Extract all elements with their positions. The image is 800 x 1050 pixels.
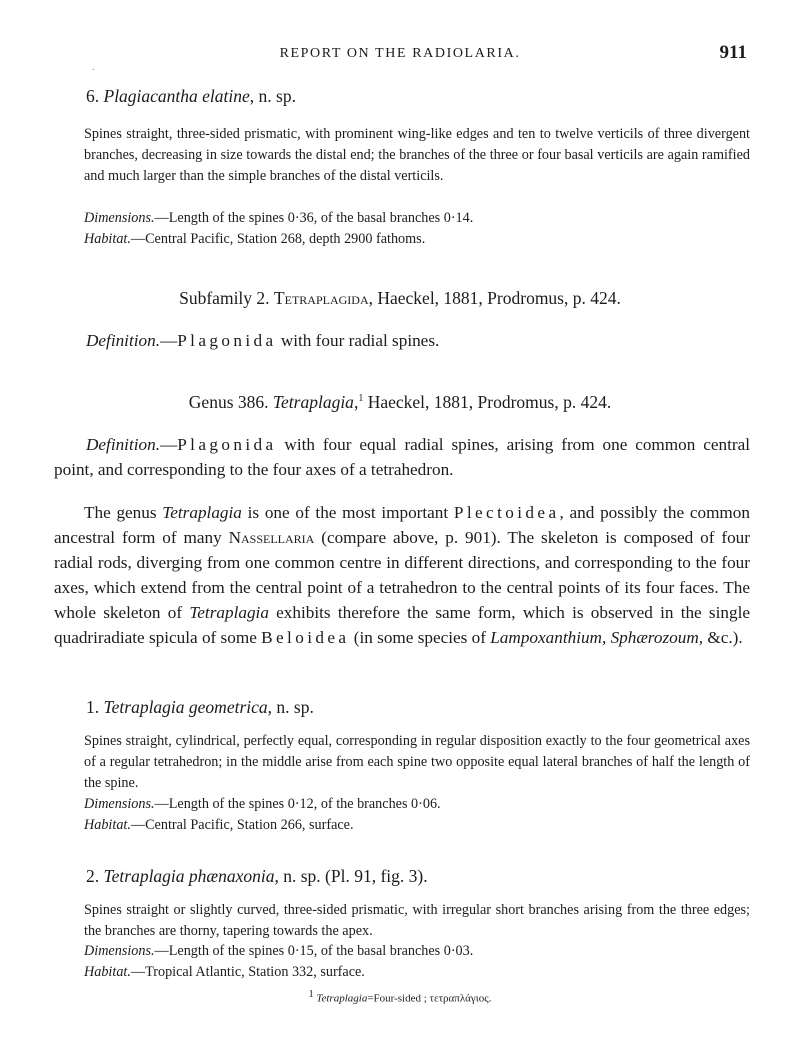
species-2-dimensions bbox=[84, 941, 750, 962]
genus-name-ref: Tetraplagia bbox=[189, 603, 269, 622]
species-1-heading bbox=[86, 697, 314, 718]
species-6-habitat bbox=[84, 229, 750, 250]
dimensions-label: Dimensions. bbox=[84, 210, 155, 226]
dimensions-label: Dimensions. bbox=[84, 943, 155, 959]
definition-group: Plagonida bbox=[177, 435, 277, 454]
footnote bbox=[0, 989, 800, 1005]
paragraph-text: (compare above, p. 901). The skeleton is composed of four radial rods, diverging from one common centre in different directions, and corresponding to the four axes, which extend from the central point of a tetrahedron to the central points of its four faces. The whole skeleton of bbox=[54, 528, 751, 622]
paragraph-text: exhibits therefore the same form, which is observed in the single quadriradiate spicula of some bbox=[54, 603, 750, 647]
stray-mark: . bbox=[92, 62, 95, 73]
species-2-suffix: , n. sp. (Pl. 91, fig. 3). bbox=[274, 866, 428, 886]
paragraph-text: is one of the most important bbox=[241, 503, 454, 522]
group-name-ref: Plectoidea bbox=[453, 503, 560, 522]
genus-name: Tetraplagia bbox=[272, 392, 354, 412]
subfamily-name: Tetraplagida bbox=[273, 288, 369, 308]
group-name-ref: Nassellaria bbox=[228, 528, 315, 547]
habitat-text: —Tropical Atlantic, Station 332, surface. bbox=[130, 964, 365, 980]
genus-name-ref: Lampoxanthium, Sphærozoum, bbox=[490, 628, 704, 647]
group-name-ref: Beloidea bbox=[261, 628, 350, 647]
genus-heading: Genus 386. Tetraplagia,$^1$ Haeckel, 1881, Prodromus, p. 424. bbox=[188, 392, 612, 412]
habitat-label: Habitat. bbox=[84, 964, 131, 980]
dimensions-text: —Length of the spines 0·15, of the basal branches 0·03. bbox=[154, 943, 474, 959]
habitat-label: Habitat. bbox=[84, 817, 131, 833]
habitat-label: Habitat. bbox=[84, 231, 131, 247]
species-6-dimensions bbox=[84, 208, 750, 229]
definition-group: Plagonida bbox=[177, 331, 277, 350]
species-2-name: Tetraplagia phænaxonia bbox=[103, 866, 275, 886]
running-title: REPORT ON THE RADIOLARIA. bbox=[279, 46, 521, 61]
species-2-habitat bbox=[84, 962, 750, 983]
species-1-dimensions bbox=[84, 794, 750, 815]
footnote-marker: 1 bbox=[358, 393, 364, 405]
genus-suffix: Haeckel, 1881, Prodromus, p. 424. bbox=[363, 392, 612, 412]
subfamily-definition bbox=[86, 331, 752, 351]
definition-rest: with four equal radial spines, arising from one common central point, and corresponding to the four axes of a tetrahedron. bbox=[54, 435, 750, 479]
footnote-term: Tetraplagia bbox=[316, 992, 368, 1005]
habitat-text: —Central Pacific, Station 266, surface. bbox=[130, 817, 354, 833]
definition-rest: with four radial spines. bbox=[276, 331, 440, 350]
subfamily-suffix: , Haeckel, 1881, Prodromus, p. 424. bbox=[368, 288, 621, 308]
paragraph-text: &c.). bbox=[703, 628, 743, 647]
running-header bbox=[0, 42, 800, 66]
genus-paragraph bbox=[54, 500, 750, 650]
species-2-heading bbox=[86, 866, 428, 887]
genus-name-ref: Tetraplagia bbox=[162, 503, 242, 522]
footnote-text: =Four-sided ; τετραπλάγιος. bbox=[367, 992, 492, 1005]
species-2-number: 2. bbox=[86, 866, 100, 886]
species-6-description: Spines straight, three-sided prismatic, with prominent wing-like edges and ten to twelve verticils of three divergent branches, decreasing in size towards the distal end; the branches of the three or four basal verticils are again ramified and much larger than the simple branches of the distal verticils. bbox=[84, 126, 750, 184]
subfamily-prefix: Subfamily 2. bbox=[179, 288, 270, 308]
species-1-description: Spines straight, cylindrical, perfectly equal, corresponding in regular disposition exactly to the four geometrical axes of a regular tetrahedron; in the middle arise from each spine two opposite equal lateral branches of half the length of the spine. bbox=[84, 733, 750, 791]
species-1-number: 1. bbox=[86, 697, 100, 717]
subfamily-heading bbox=[0, 288, 800, 309]
species-1-name: Tetraplagia geometrica bbox=[103, 697, 268, 717]
species-6-name: Plagiacantha elatine bbox=[103, 86, 250, 106]
species-6-heading bbox=[86, 86, 296, 107]
definition-dash: — bbox=[160, 435, 178, 454]
species-6-number: 6. bbox=[86, 86, 100, 106]
paragraph-text: The genus bbox=[84, 503, 163, 522]
definition-label: Definition. bbox=[86, 331, 160, 350]
genus-definition bbox=[54, 432, 750, 482]
dimensions-text: —Length of the spines 0·12, of the branches 0·06. bbox=[154, 796, 441, 812]
habitat-text: —Central Pacific, Station 268, depth 2900 fathoms. bbox=[130, 231, 426, 247]
dimensions-text: —Length of the spines 0·36, of the basal branches 0·14. bbox=[154, 210, 474, 226]
species-2-description: Spines straight or slightly curved, three-sided prismatic, with irregular short branches arising from the three edges; the branches are thorny, tapering towards the apex. bbox=[84, 902, 750, 939]
species-1-suffix: , n. sp. bbox=[267, 697, 314, 717]
paragraph-text: , and possibly the common ancestral form of many bbox=[54, 503, 750, 547]
dimensions-label: Dimensions. bbox=[84, 796, 155, 812]
species-6-suffix: , n. sp. bbox=[249, 86, 296, 106]
species-1-habitat bbox=[84, 815, 750, 836]
footnote-mark: 1 bbox=[308, 989, 314, 1000]
genus-prefix: Genus 386. bbox=[188, 392, 269, 412]
definition-dash: — bbox=[160, 331, 178, 350]
page-number: 911 bbox=[719, 42, 747, 63]
paragraph-text: (in some species of bbox=[349, 628, 491, 647]
definition-label: Definition. bbox=[86, 435, 160, 454]
